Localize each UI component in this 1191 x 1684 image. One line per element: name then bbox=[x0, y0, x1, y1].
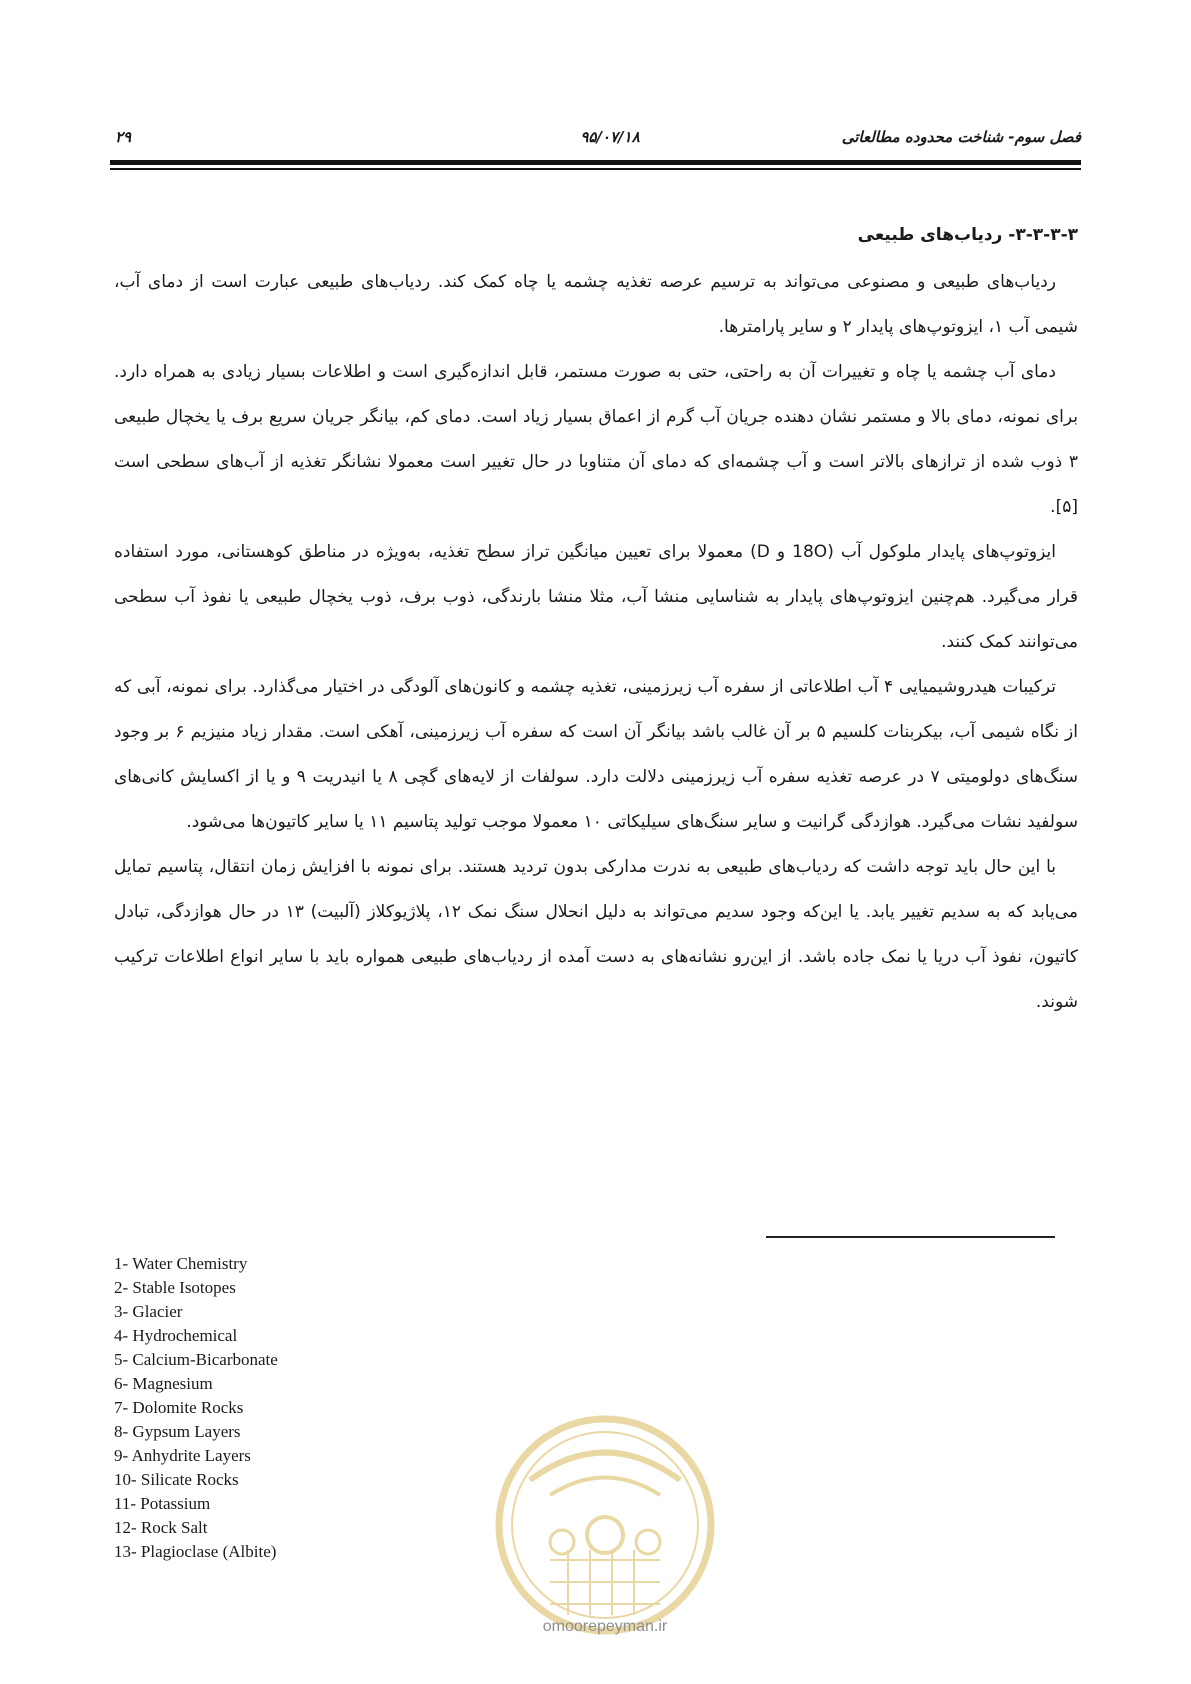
footnote-item: 7- Dolomite Rocks bbox=[114, 1398, 244, 1417]
paragraph-intro: ردیاب‌های طبیعی و مصنوعی می‌تواند به ترسیم عرصه تغذیه چشمه یا چاه کمک کند. ردیاب‌های طبیعی عبارت است از دمای آب، شیمی آب ۱، ایزوتوپ‌های پایدار ۲ و سایر پارامترها. bbox=[114, 272, 1078, 337]
page-header bbox=[110, 128, 1081, 154]
footnote-separator bbox=[766, 1236, 1055, 1238]
section-heading: ۳-۳-۳-۳- ردیاب‌های طبیعی bbox=[857, 225, 1078, 245]
footnote-item: 2- Stable Isotopes bbox=[114, 1278, 236, 1297]
chapter-title: فصل سوم- شناخت محدوده مطالعاتی bbox=[841, 128, 1081, 146]
watermark-seal-icon bbox=[490, 1410, 720, 1650]
header-rule-thick bbox=[110, 160, 1081, 165]
header-date: ۹۵/۰۷/۱۸ bbox=[580, 128, 640, 146]
watermark-url: omoorepeyman.ir bbox=[542, 1618, 668, 1635]
footnote-item: 1- Water Chemistry bbox=[114, 1254, 248, 1273]
paragraph-temperature: دمای آب چشمه یا چاه و تغییرات آن به راحتی، حتی به صورت مستمر، قابل اندازه‌گیری است و اطلاعات بسیار زیادی به همراه دارد. برای نمونه، دمای بالا و مستمر نشان دهنده جریان آب گرم از اعماق بسیار زیاد است. دمای کم، بیانگر جریان سریع برف یا یخچال طبیعی ۳ ذوب شده از ترازهای بالاتر است و آب چشمه‌ای که دمای آن متناوبا در حال تغییر است معمولا نشانگر تغذیه از آب‌های سطحی است [۵]. bbox=[114, 362, 1078, 517]
header-rule-thin bbox=[110, 168, 1081, 170]
paragraph-isotopes: ایزوتوپ‌های پایدار ملوکول آب (18O و D) معمولا برای تعیین میانگین تراز سطح تغذیه، به‌ویژه در مناطق کوهستانی، مورد استفاده قرار می‌گیرد. هم‌چنین ایزوتوپ‌های پایدار به شناسایی منشا آب، مثلا منشا بارندگی، ذوب برف، ذوب یخچال طبیعی یا نفوذ آب سطحی می‌توانند کمک کنند. bbox=[114, 542, 1078, 652]
footnote-item: 13- Plagioclase (Albite) bbox=[114, 1542, 277, 1561]
footnote-item: 11- Potassium bbox=[114, 1494, 211, 1513]
footnote-item: 4- Hydrochemical bbox=[114, 1326, 238, 1345]
footnote-item: 12- Rock Salt bbox=[114, 1518, 208, 1537]
paragraph-caveats: با این حال باید توجه داشت که ردیاب‌های طبیعی به ندرت مدارکی بدون تردید هستند. برای نمونه با افزایش زمان انتقال، پتاسیم تمایل می‌یابد که به سدیم تغییر یابد. یا این‌که وجود سدیم می‌تواند به دلیل انحلال سنگ نمک ۱۲، پلاژیوکلاز (آلبیت) ۱۳ در حال هوازدگی، تبادل کاتیون، نفوذ آب دریا یا نمک جاده باشد. از این‌رو نشانه‌های به دست آمده از ردیاب‌های طبیعی همواره باید با سایر انواع اطلاعات ترکیب شوند. bbox=[114, 857, 1078, 1012]
main-content bbox=[114, 222, 1078, 1025]
watermark-logo bbox=[490, 1410, 720, 1650]
footnote-item: 3- Glacier bbox=[114, 1302, 183, 1321]
footnote-item: 5- Calcium-Bicarbonate bbox=[114, 1350, 278, 1369]
footnote-item: 10- Silicate Rocks bbox=[114, 1470, 239, 1489]
paragraph-hydrochemistry: ترکیبات هیدروشیمیایی ۴ آب اطلاعاتی از سفره آب زیرزمینی، تغذیه چشمه و کانون‌های آلودگی در اختیار می‌گذارد. برای نمونه، آبی که از نگاه شیمی آب، بیکربنات کلسیم ۵ بر آن غالب باشد بیانگر آن است که سفره آب زیرزمینی، آهکی است. مقدار زیاد منیزیم ۶ بر وجود سنگ‌های دولومیتی ۷ در عرصه تغذیه سفره آب زیرزمینی دلالت دارد. سولفات از لایه‌های گچی ۸ یا انیدریت ۹ و یا از اکسایش کانی‌های سولفید نشات می‌گیرد. هوازدگی گرانیت و سایر سنگ‌های سیلیکاتی ۱۰ معمولا موجب تولید پتاسیم ۱۱ یا سایر کاتیون‌ها می‌شود. bbox=[114, 677, 1079, 832]
footnote-item: 9- Anhydrite Layers bbox=[114, 1446, 251, 1465]
page-number: ۲۹ bbox=[115, 128, 132, 146]
footnote-item: 6- Magnesium bbox=[114, 1374, 213, 1393]
footnotes bbox=[114, 1252, 534, 1564]
footnote-item: 8- Gypsum Layers bbox=[114, 1422, 241, 1441]
